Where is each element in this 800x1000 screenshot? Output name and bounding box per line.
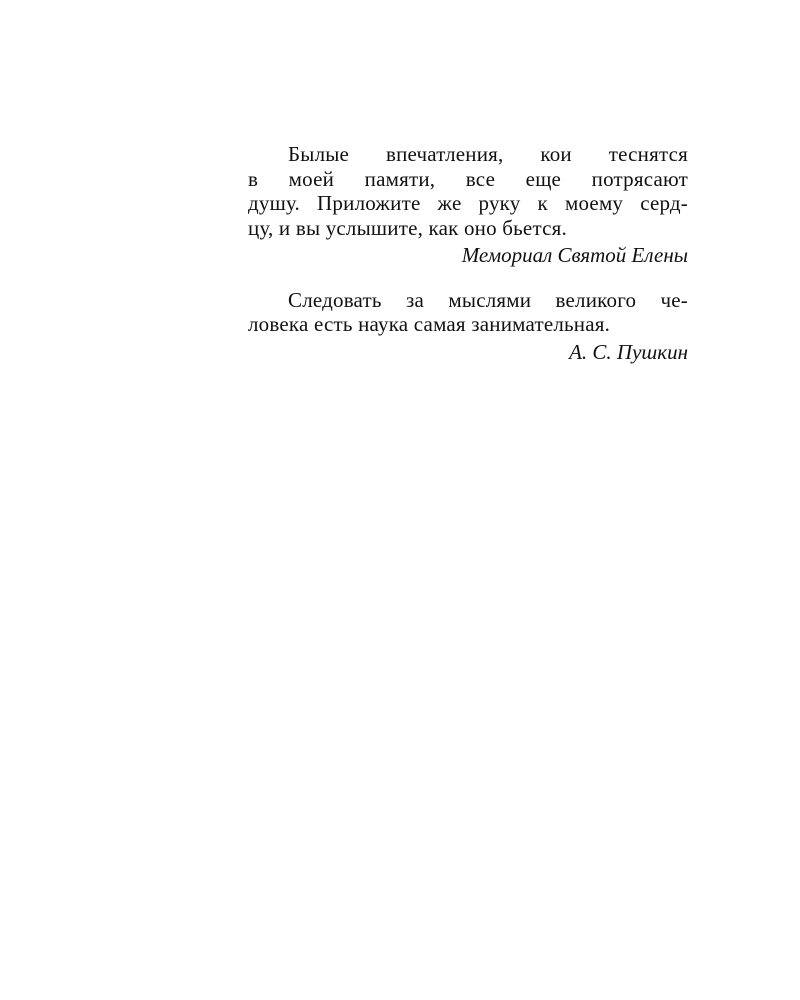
epigraph-line: ловека есть наука самая занимательная. (248, 312, 611, 336)
epigraph-line: Былые впечатления, кои теснятся (288, 142, 688, 166)
epigraph-pushkin (248, 288, 688, 365)
epigraphs-block (248, 142, 688, 364)
epigraph-attribution: А. С. Пушкин (569, 339, 688, 364)
epigraph-line: Следовать за мыслями великого че- (288, 287, 688, 312)
epigraph-memorial (248, 142, 688, 268)
epigraph-attribution: Мемориал Святой Елены (461, 243, 688, 267)
epigraph-line: в моей памяти, все еще потрясают (248, 166, 688, 191)
epigraph-line: цу, и вы услышите, как оно бьется. (248, 215, 567, 240)
epigraph-line: душу. Приложите же руку к моему серд- (248, 191, 688, 215)
